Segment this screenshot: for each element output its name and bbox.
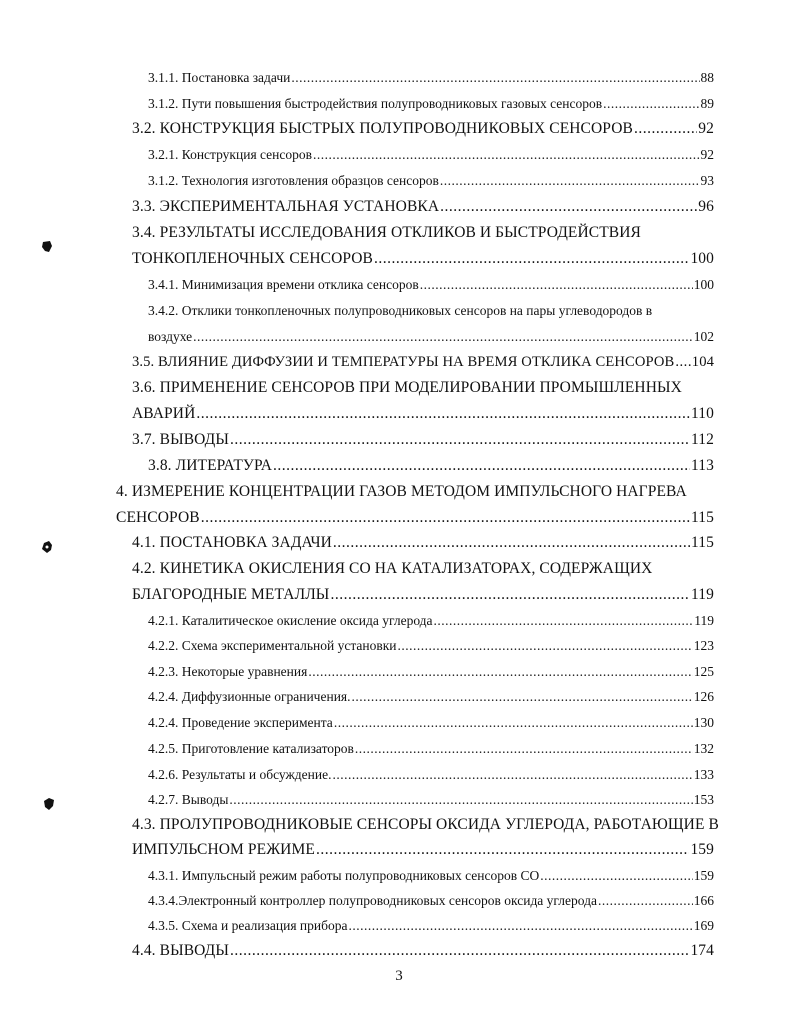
punch-hole-mark-icon [42, 797, 56, 811]
toc-page: 92 [700, 147, 714, 162]
toc-entry-continuation [148, 327, 714, 347]
toc-entry [132, 119, 714, 139]
toc-number: 3.1.1. [148, 70, 179, 85]
leader-dots [193, 327, 693, 347]
toc-entry [132, 352, 714, 372]
toc-entry [148, 636, 714, 656]
toc-title: Схема и реализация прибора [181, 918, 348, 933]
page-number: 3 [395, 968, 403, 984]
toc-page: 102 [693, 329, 714, 344]
toc-entry [132, 430, 714, 450]
toc-entry [132, 197, 714, 217]
toc-entry [132, 941, 714, 961]
toc-entry-continuation [132, 840, 714, 860]
toc-number: 4.3.5. [148, 918, 179, 933]
toc-page: 159 [693, 868, 714, 883]
toc-title: ЛИТЕРАТУРА [175, 457, 273, 474]
toc-number: 3.1.2. [148, 96, 179, 111]
leader-dots [196, 404, 690, 424]
leader-dots [229, 790, 692, 810]
toc-entry [148, 275, 714, 295]
toc-title: воздухе [148, 329, 193, 344]
toc-title: ВЫВОДЫ [159, 431, 229, 448]
leader-dots [540, 866, 693, 886]
toc-title: ВЛИЯНИЕ ДИФФУЗИИ И ТЕМПЕРАТУРЫ НА ВРЕМЯ ОТКЛИКА СЕНСОРОВ [158, 354, 675, 370]
toc-number: 4.2.1. [148, 613, 179, 628]
leader-dots [291, 68, 699, 88]
toc-title: Конструкция сенсоров [181, 147, 313, 162]
leader-dots [332, 765, 692, 785]
toc-number: 4.3.4. [148, 893, 179, 908]
leader-dots [598, 891, 693, 911]
toc-page: 125 [693, 664, 714, 679]
toc-title: ИЗМЕРЕНИЕ КОНЦЕНТРАЦИИ ГАЗОВ МЕТОДОМ ИМПУЛЬСНОГО НАГРЕВА [131, 483, 687, 500]
toc-page: 104 [691, 354, 714, 370]
toc-number: 3.3. [132, 198, 156, 215]
toc-page: 133 [693, 767, 714, 782]
toc-title: ИМПУЛЬСНОМ РЕЖИМЕ [132, 841, 315, 858]
toc-title: Электронный контроллер полупроводниковых сенсоров оксида углерода [178, 893, 597, 908]
toc-entry-continuation [132, 404, 714, 424]
leader-dots [334, 713, 693, 733]
leader-dots [355, 739, 693, 759]
toc-title: СЕНСОРОВ [116, 509, 200, 526]
toc-number: 4.1. [132, 534, 156, 551]
toc-title: ЭКСПЕРИМЕНТАЛЬНАЯ УСТАНОВКА [159, 198, 440, 215]
toc-page: 115 [691, 534, 714, 551]
toc-entry [148, 456, 714, 476]
toc-page: 93 [700, 173, 714, 188]
toc-page: 100 [690, 250, 714, 267]
toc-page: 92 [698, 120, 714, 137]
toc-title: Диффузионные ограничения. [181, 689, 351, 704]
toc-title: Приготовление катализаторов [181, 741, 354, 756]
toc-title: ПРОЛУПРОВОДНИКОВЫЕ СЕНСОРЫ ОКСИДА УГЛЕРОДА, РАБОТАЮЩИЕ В [159, 816, 719, 833]
toc-page: 100 [693, 277, 714, 292]
toc-number: 3.7. [132, 431, 156, 448]
toc-title: Схема экспериментальной установки [181, 638, 397, 653]
leader-dots [634, 119, 697, 139]
punch-hole-mark-icon [40, 540, 54, 554]
toc-entry [148, 739, 714, 759]
toc-title: Импульсный режим работы полупроводниковых сенсоров СО [181, 868, 540, 883]
toc-entry [148, 145, 714, 165]
toc-entry [148, 94, 714, 114]
toc-title: Технология изготовления образцов сенсоров [181, 173, 439, 188]
punch-hole-mark-icon [40, 240, 54, 254]
toc-entry-first-line [132, 815, 719, 835]
toc-entry [148, 916, 714, 936]
toc-entry-first-line [132, 223, 714, 243]
leader-dots [440, 171, 700, 191]
toc-number: 4.3.1. [148, 868, 179, 883]
toc-title: ПРИМЕНЕНИЕ СЕНСОРОВ ПРИ МОДЕЛИРОВАНИИ ПРОМЫШЛЕННЫХ [159, 379, 682, 396]
toc-page: 112 [691, 431, 714, 448]
toc-title: ПОСТАНОВКА ЗАДАЧИ [159, 534, 332, 551]
toc-page: 123 [693, 638, 714, 653]
toc-number: 4.2.6. [148, 767, 179, 782]
leader-dots [308, 662, 692, 682]
toc-title: Минимизация времени отклика сенсоров [181, 277, 419, 292]
toc-entry [132, 533, 714, 553]
leader-dots [230, 430, 690, 450]
toc-page: 159 [690, 841, 714, 858]
toc-page: 166 [693, 893, 714, 908]
toc-entry [148, 662, 714, 682]
toc-title: Выводы [181, 792, 229, 807]
toc-number: 4.2.4. [148, 715, 179, 730]
toc-page: 153 [693, 792, 714, 807]
toc-entry-first-line [132, 559, 714, 579]
leader-dots [420, 275, 693, 295]
toc-number: 3.5. [132, 354, 155, 370]
toc-entry [148, 171, 714, 191]
toc-page: 132 [693, 741, 714, 756]
leader-dots [333, 533, 690, 553]
leader-dots [348, 916, 692, 936]
toc-page: 119 [691, 586, 714, 603]
leader-dots [273, 456, 690, 476]
toc-title: Каталитическое окисление оксида углерода [181, 613, 433, 628]
toc-entry [148, 790, 714, 810]
leader-dots [440, 197, 697, 217]
toc-title: Постановка задачи [181, 70, 291, 85]
toc-number: 4. [116, 483, 128, 500]
leader-dots [352, 687, 693, 707]
toc-page: 88 [700, 70, 714, 85]
toc-title: Проведение эксперимента [181, 715, 333, 730]
toc-title: Пути повышения быстродействия полупроводниковых газовых сенсоров [181, 96, 603, 111]
toc-number: 3.4. [132, 224, 156, 241]
toc-title: АВАРИЙ [132, 405, 196, 422]
toc-number: 3.2. [132, 120, 156, 137]
toc-number: 4.4. [132, 942, 156, 959]
toc-page: 89 [700, 96, 714, 111]
toc-number: 3.4.2. [148, 303, 179, 318]
leader-dots [398, 636, 693, 656]
toc-entry [148, 687, 714, 707]
toc-entry-first-line [116, 482, 714, 502]
toc-entry [148, 713, 714, 733]
toc-number: 4.2.3. [148, 664, 179, 679]
toc-number: 3.2.1. [148, 147, 179, 162]
toc-number: 3.1.2. [148, 173, 179, 188]
toc-title: РЕЗУЛЬТАТЫ ИССЛЕДОВАНИЯ ОТКЛИКОВ И БЫСТРОДЕЙСТВИЯ [159, 224, 641, 241]
toc-entry [148, 891, 714, 911]
toc-entry-continuation [116, 508, 714, 528]
leader-dots [230, 941, 689, 961]
toc-title: КОНСТРУКЦИЯ БЫСТРЫХ ПОЛУПРОВОДНИКОВЫХ СЕНСОРОВ [159, 120, 633, 137]
toc-number: 3.6. [132, 379, 156, 396]
toc-entry [148, 765, 714, 785]
toc-title: Результаты и обсуждение. [181, 767, 332, 782]
toc-page: 169 [693, 918, 714, 933]
toc-number: 4.2.2. [148, 638, 179, 653]
toc-number: 3.4.1. [148, 277, 179, 292]
toc-title: БЛАГОРОДНЫЕ МЕТАЛЛЫ [132, 586, 330, 603]
toc-number: 4.2.5. [148, 741, 179, 756]
toc-page: 126 [693, 689, 714, 704]
leader-dots [316, 840, 690, 860]
leader-dots [313, 145, 699, 165]
toc-number: 4.3. [132, 816, 156, 833]
toc-page: 115 [691, 509, 714, 526]
toc-page: 174 [690, 942, 714, 959]
toc-title: ТОНКОПЛЕНОЧНЫХ СЕНСОРОВ [132, 250, 373, 267]
toc-number: 4.2. [132, 560, 156, 577]
toc-entry-first-line [132, 378, 714, 398]
toc-number: 4.2.7. [148, 792, 179, 807]
leader-dots [374, 249, 689, 269]
toc-page: 119 [694, 613, 714, 628]
toc-page: 113 [691, 457, 714, 474]
toc-title: Отклики тонкопленочных полупроводниковых сенсоров на пары углеводородов в [181, 303, 653, 318]
leader-dots [330, 585, 690, 605]
toc-page: 130 [693, 715, 714, 730]
toc-page: 110 [691, 405, 714, 422]
leader-dots [603, 94, 699, 114]
leader-dots [201, 508, 690, 528]
toc-number: 4.2.4. [148, 689, 179, 704]
toc-entry-continuation [132, 585, 714, 605]
toc-entry [148, 866, 714, 886]
toc-title: КИНЕТИКА ОКИСЛЕНИЯ СО НА КАТАЛИЗАТОРАХ, СОДЕРЖАЩИХ [159, 560, 653, 577]
toc-entry [148, 68, 714, 88]
toc-title: ВЫВОДЫ [159, 942, 229, 959]
toc-title: Некоторые уравнения [181, 664, 308, 679]
leader-dots [675, 352, 690, 372]
toc-entry [148, 611, 714, 631]
toc-page: 96 [698, 198, 714, 215]
toc-entry-first-line [148, 301, 714, 321]
toc-entry-continuation [132, 249, 714, 269]
leader-dots [434, 611, 694, 631]
toc-number: 3.8. [148, 457, 172, 474]
